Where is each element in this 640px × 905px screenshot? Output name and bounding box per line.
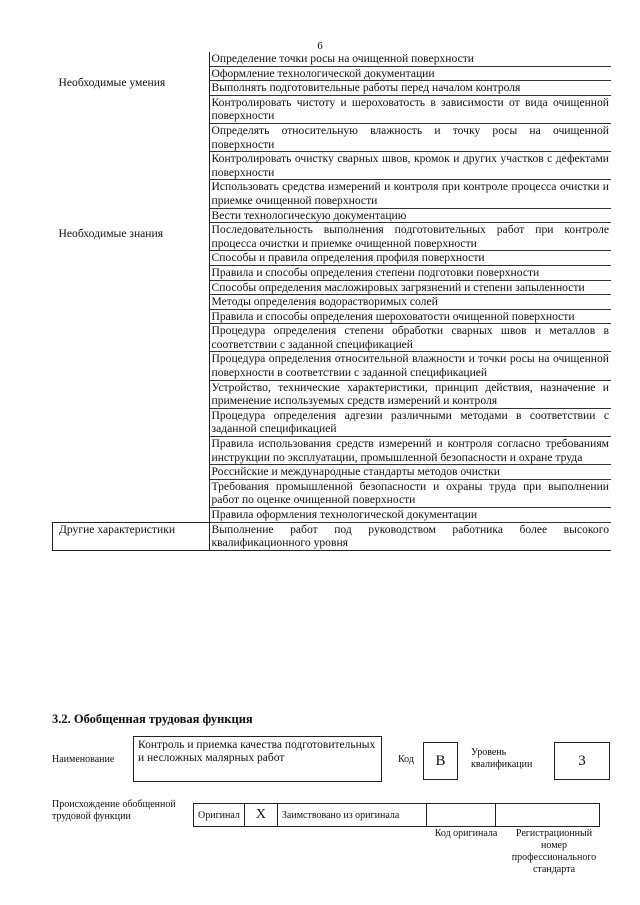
skill-item: Использовать средства измерений и контроля при контроле процесса очистки и приемке очищенной поверхности [209, 180, 611, 208]
skill-item: Определять относительную влажность и точку росы на очищенной поверхности [209, 123, 611, 151]
origin-table [193, 803, 600, 827]
other-label: Другие характеристики [53, 522, 210, 550]
skill-item: Выполнять подготовительные работы перед началом контроля [209, 81, 611, 96]
name-label: Наименование [52, 754, 115, 765]
registration-caption: Регистрационный номер профессионального стандарта [511, 828, 597, 875]
knowledge-item: Способы и правила определения профиля поверхности [209, 251, 611, 266]
section-title: 3.2. Обобщенная трудовая функция [52, 712, 253, 726]
code-caption: Код оригинала [434, 828, 498, 839]
knowledge-item: Последовательность выполнения подготовительных работ при контроле процесса очистки и приемке очищенной поверхности [209, 223, 611, 251]
knowledge-item: Правила и способы определения степени подготовки поверхности [209, 265, 611, 280]
table-row [53, 223, 612, 251]
skill-item: Вести технологическую документацию [209, 208, 611, 223]
skill-item: Оформление технологической документации [209, 66, 611, 81]
knowledge-label: Необходимые знания [53, 223, 210, 522]
origin-label: Происхождение обобщенной трудовой функции [52, 799, 176, 822]
other-item: Выполнение работ под руководством работника более высокого квалификационного уровня [209, 522, 611, 550]
borrowed-label: Заимствовано из оригинала [277, 804, 426, 827]
knowledge-item: Правила и способы определения шероховатости очищенной поверхности [209, 309, 611, 324]
knowledge-item: Методы определения водорастворимых солей [209, 295, 611, 310]
knowledge-item: Процедура определения относительной влажности и точки росы на очищенной поверхности в соответствии с заданной спецификацией [209, 352, 611, 380]
knowledge-item: Правила оформления технологической документации [209, 508, 611, 523]
original-code-cell [426, 804, 495, 827]
knowledge-item: Требования промышленной безопасности и охраны труда при выполнении работ по оценке очищенной поверхности [209, 479, 611, 507]
registration-number-cell [495, 804, 599, 827]
table-row [53, 522, 612, 550]
page-number: 6 [317, 40, 323, 52]
skills-label: Необходимые умения [53, 52, 210, 223]
level-value-box: 3 [554, 742, 610, 780]
table-row [53, 52, 612, 66]
function-name-box: Контроль и приемка качества подготовительных и несложных малярных работ [133, 736, 382, 782]
knowledge-item: Российские и международные стандарты методов очистки [209, 465, 611, 480]
original-mark: X [244, 804, 277, 827]
skill-item: Контролировать очистку сварных швов, кромок и других участков с дефектами поверхности [209, 152, 611, 180]
code-value-box: B [423, 742, 458, 780]
skill-item: Контролировать чистоту и шероховатость в зависимости от вида очищенной поверхности [209, 95, 611, 123]
original-label: Оригинал [194, 804, 245, 827]
skill-item: Определение точки росы на очищенной поверхности [211, 52, 475, 65]
knowledge-item: Правила использования средств измерений и контроля согласно требованиям инструкции по эксплуатации, промышленной безопасности и охране труда [209, 437, 611, 465]
knowledge-item: Устройство, технические характеристики, принцип действия, назначение и применение используемых средств измерений и контроля [209, 380, 611, 408]
requirements-table [52, 52, 611, 551]
code-label: Код [398, 754, 414, 765]
knowledge-item: Способы определения масложировых загрязнений и степени запыленности [209, 280, 611, 295]
knowledge-item: Процедура определения адгезии различными методами в соответствии с заданной спецификацией [209, 408, 611, 436]
level-label: Уровень квалификации [471, 747, 533, 770]
knowledge-item: Процедура определения степени обработки сварных швов и металлов в соответствии с заданной спецификацией [209, 324, 611, 352]
